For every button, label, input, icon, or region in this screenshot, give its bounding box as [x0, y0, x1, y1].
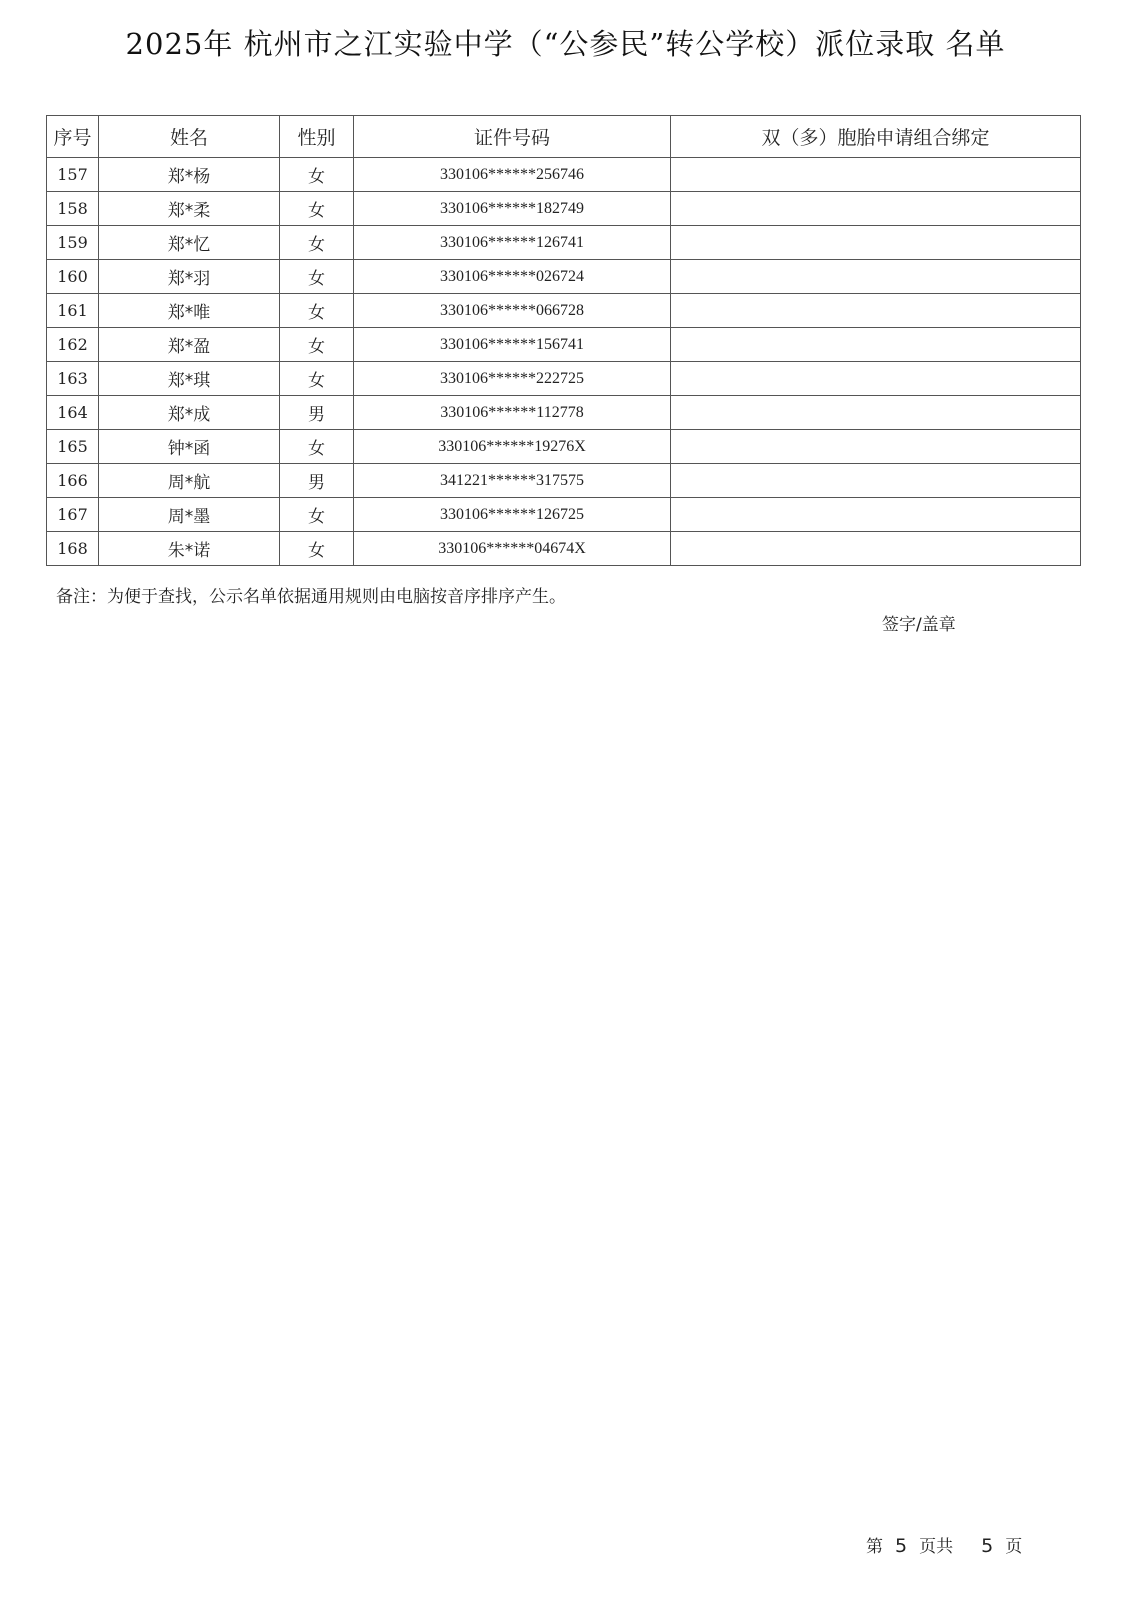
cell-twin — [671, 498, 1081, 532]
cell-seq: 168 — [47, 532, 99, 566]
pager-suffix: 页 — [1005, 1537, 1023, 1557]
cell-twin — [671, 226, 1081, 260]
cell-name: 郑*唯 — [99, 294, 280, 328]
remark-note: 备注：为便于查找，公示名单依据通用规则由电脑按音序排序产生。 — [56, 587, 566, 607]
cell-seq: 161 — [47, 294, 99, 328]
cell-id: 330106******182749 — [354, 192, 671, 226]
cell-seq: 167 — [47, 498, 99, 532]
cell-twin — [671, 396, 1081, 430]
table-row — [47, 192, 1081, 226]
cell-id: 330106******066728 — [354, 294, 671, 328]
header-seq: 序号 — [47, 116, 99, 158]
cell-gender: 女 — [280, 430, 354, 464]
cell-name: 郑*杨 — [99, 158, 280, 192]
pager-middle: 页共 — [919, 1537, 954, 1557]
cell-name: 郑*羽 — [99, 260, 280, 294]
cell-id: 330106******222725 — [354, 362, 671, 396]
cell-twin — [671, 294, 1081, 328]
cell-gender: 女 — [280, 192, 354, 226]
cell-gender: 女 — [280, 294, 354, 328]
cell-name: 郑*成 — [99, 396, 280, 430]
cell-twin — [671, 532, 1081, 566]
cell-id: 330106******126725 — [354, 498, 671, 532]
cell-gender: 女 — [280, 498, 354, 532]
table-row — [47, 464, 1081, 498]
cell-id: 330106******256746 — [354, 158, 671, 192]
table-header-row — [47, 116, 1081, 158]
cell-gender: 男 — [280, 464, 354, 498]
header-gender: 性别 — [280, 116, 354, 158]
table-row — [47, 498, 1081, 532]
table-row — [47, 532, 1081, 566]
cell-id: 330106******19276X — [354, 430, 671, 464]
table-row — [47, 328, 1081, 362]
page-indicator — [866, 1532, 1022, 1557]
cell-name: 郑*忆 — [99, 226, 280, 260]
cell-gender: 女 — [280, 226, 354, 260]
pager-total: 5 — [981, 1535, 994, 1557]
cell-seq: 159 — [47, 226, 99, 260]
pager-current: 5 — [895, 1535, 908, 1557]
cell-name: 郑*盈 — [99, 328, 280, 362]
header-name: 姓名 — [99, 116, 280, 158]
cell-seq: 163 — [47, 362, 99, 396]
table-row — [47, 396, 1081, 430]
cell-seq: 164 — [47, 396, 99, 430]
cell-name: 周*航 — [99, 464, 280, 498]
cell-name: 朱*诺 — [99, 532, 280, 566]
cell-gender: 女 — [280, 158, 354, 192]
cell-gender: 女 — [280, 260, 354, 294]
cell-seq: 157 — [47, 158, 99, 192]
pager-prefix: 第 — [866, 1537, 883, 1557]
cell-twin — [671, 260, 1081, 294]
cell-id: 330106******04674X — [354, 532, 671, 566]
table-row — [47, 260, 1081, 294]
header-twin: 双（多）胞胎申请组合绑定 — [671, 116, 1081, 158]
cell-twin — [671, 464, 1081, 498]
signature-label: 签字/盖章 — [882, 615, 956, 635]
cell-twin — [671, 192, 1081, 226]
admission-table — [46, 115, 1081, 566]
cell-id: 330106******156741 — [354, 328, 671, 362]
cell-id: 330106******026724 — [354, 260, 671, 294]
cell-seq: 160 — [47, 260, 99, 294]
table-row — [47, 294, 1081, 328]
cell-name: 钟*函 — [99, 430, 280, 464]
cell-seq: 166 — [47, 464, 99, 498]
cell-twin — [671, 362, 1081, 396]
table-row — [47, 362, 1081, 396]
cell-gender: 女 — [280, 328, 354, 362]
cell-gender: 女 — [280, 362, 354, 396]
cell-seq: 162 — [47, 328, 99, 362]
table-row — [47, 226, 1081, 260]
cell-name: 郑*柔 — [99, 192, 280, 226]
cell-seq: 158 — [47, 192, 99, 226]
table-row — [47, 430, 1081, 464]
cell-id: 341221******317575 — [354, 464, 671, 498]
header-id: 证件号码 — [354, 116, 671, 158]
cell-twin — [671, 328, 1081, 362]
cell-id: 330106******112778 — [354, 396, 671, 430]
page-title: 2025年 杭州市之江实验中学（“公参民”转公学校）派位录取 名单 — [125, 27, 1006, 61]
cell-twin — [671, 158, 1081, 192]
cell-id: 330106******126741 — [354, 226, 671, 260]
cell-gender: 女 — [280, 532, 354, 566]
cell-name: 周*墨 — [99, 498, 280, 532]
cell-twin — [671, 430, 1081, 464]
cell-seq: 165 — [47, 430, 99, 464]
cell-gender: 男 — [280, 396, 354, 430]
cell-name: 郑*琪 — [99, 362, 280, 396]
table-row — [47, 158, 1081, 192]
